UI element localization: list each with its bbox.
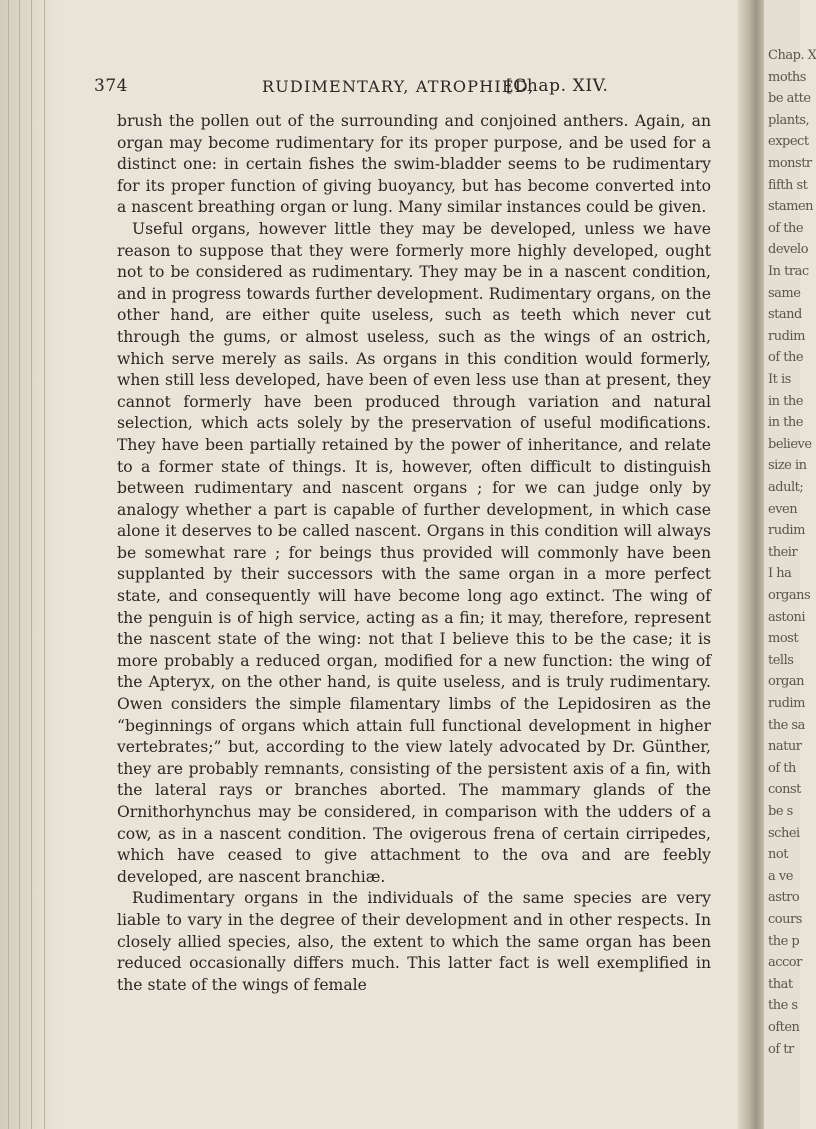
running-head <box>0 76 800 100</box>
book-spine <box>738 0 764 1129</box>
facing-page-word: of the <box>768 220 804 236</box>
facing-page-word: organ <box>768 674 804 690</box>
facing-page-word: expect <box>768 134 809 150</box>
facing-page-word: of the <box>768 350 804 366</box>
facing-page-word: stamen <box>768 199 814 215</box>
paragraph: brush the pollen out of the surrounding and conjoined anthers. Again, an organ may become rudimentary for its proper purpose, and be used for a distinct one: in certain fishes the swim-bladder seems to be rudimentary for its proper function of giving buoyancy, but has become converted into a nascent breathing organ or lung. Many similar instances could be given. <box>117 112 711 217</box>
facing-page-word: of th <box>768 760 796 776</box>
facing-page-word: the s <box>768 998 798 1014</box>
facing-page-word: be atte <box>768 91 811 107</box>
facing-page-word: accor <box>768 955 802 971</box>
facing-page-word: tells <box>768 652 794 668</box>
facing-page-word: plants, <box>768 112 810 128</box>
facing-page-word: often <box>768 1020 800 1035</box>
facing-page-word: a ve <box>768 868 793 884</box>
facing-page-word: not <box>768 847 788 863</box>
facing-page-word: the sa <box>768 717 805 733</box>
facing-page-word: of tr <box>768 1041 794 1057</box>
facing-page-word: be s <box>768 804 793 819</box>
facing-page-fragment <box>764 0 816 1129</box>
facing-page-word: in the <box>768 393 803 409</box>
facing-page-word: fifth st <box>768 177 808 193</box>
paragraph: Useful organs, however little they may be developed, unless we have reason to suppose that they were formerly more highly developed, ought not to be considered as rudimentary. They may be in a nascent condition, and in progress towards further development. Rudimentary organs, on the other hand, are either quite useless, such as teeth which never cut through the gums, or almost useless, such as the wings of an ostrich, which serve merely as sails. As organs in this condition would formerly, when still less developed, have been of even less use than at present, they cannot formerly have been produced through variation and natural selection, which acts solely by the preservation of useful modifications. They have been partially retained by the power of inheritance, and relate to a former state of things. It is, however, often difficult to distinguish between rudimentary and nascent organs ; for we can judge only by analogy whether a part is capable of further development, in which case alone it deserves to be called nascent. Organs in this condition will always be somewhat rare ; for beings thus provided will commonly have been supplanted by their successors with the same organ in a more perfect state, and consequently will have become long ago extinct. The wing of the penguin is of high service, acting as a fin; it may, therefore, represent the nascent state of the wing: not that I believe this to be the case; it is more probably a reduced organ, modified for a new function: the wing of the Apteryx, on the other hand, is quite useless, and is truly rudimentary. Owen considers the simple filamentary limbs of the Lepidosiren as the “beginnings of organs which attain full functional development in higher vertebrates;” but, according to the view lately advocated by Dr. Günther, they are probably remnants, consisting of the persistent axis of a fin, with the lateral rays or branches aborted. The mammary glands of the Ornithorhynchus may be considered, in comparison with the udders of a cow, as in a nascent condition. The ovigerous frena of certain cirripedes, which have ceased to give attachment to the ova and are feebly developed, are nascent branchiæ. <box>117 219 711 886</box>
left-page-edge <box>0 0 60 1129</box>
facing-page-word: the p <box>768 933 800 949</box>
facing-page-word: develo <box>768 242 809 258</box>
facing-page-word: stand <box>768 307 802 323</box>
facing-page-word: natur <box>768 739 802 755</box>
facing-page-word: It is <box>768 372 791 387</box>
facing-page-word: moths <box>768 69 806 85</box>
facing-page-word: most <box>768 631 799 647</box>
chapter-label: [Chap. XIV. <box>506 76 609 96</box>
facing-page-word: their <box>768 544 798 560</box>
facing-page-word: rudim <box>768 696 805 711</box>
body-text <box>117 111 711 996</box>
facing-page-word: size in <box>768 458 807 474</box>
paragraph: Rudimentary organs in the individuals of the same species are very liable to vary in the degree of their development and in other respects. In closely allied species, also, the extent to which the same organ has been reduced occasionally differs much. This latter fact is well exemplified in the state of the wings of female <box>117 889 711 994</box>
facing-page-word: that <box>768 976 793 992</box>
facing-page-word: even <box>768 501 798 517</box>
facing-page-word: rudim <box>768 328 805 344</box>
facing-page-word: const <box>768 782 801 798</box>
page-number: 374 <box>94 76 128 96</box>
facing-page-word: in the <box>768 415 803 431</box>
facing-page-word: organs <box>768 588 811 603</box>
facing-page-word: rudim <box>768 523 805 539</box>
facing-page-word: monstr <box>768 156 812 171</box>
facing-page-word: astoni <box>768 609 806 625</box>
facing-page-word: Chap. X <box>768 48 816 63</box>
facing-page-word: astro <box>768 890 800 906</box>
facing-page-word: adult; <box>768 480 804 495</box>
facing-page-word: believe <box>768 436 812 452</box>
facing-page-word: same <box>768 285 801 301</box>
facing-page-word: In trac <box>768 264 809 279</box>
facing-page-word: schei <box>768 825 800 841</box>
facing-page-word: cours <box>768 912 802 927</box>
running-title: RUDIMENTARY, ATROPHIED, <box>262 77 535 96</box>
facing-page-word: I ha <box>768 566 792 582</box>
